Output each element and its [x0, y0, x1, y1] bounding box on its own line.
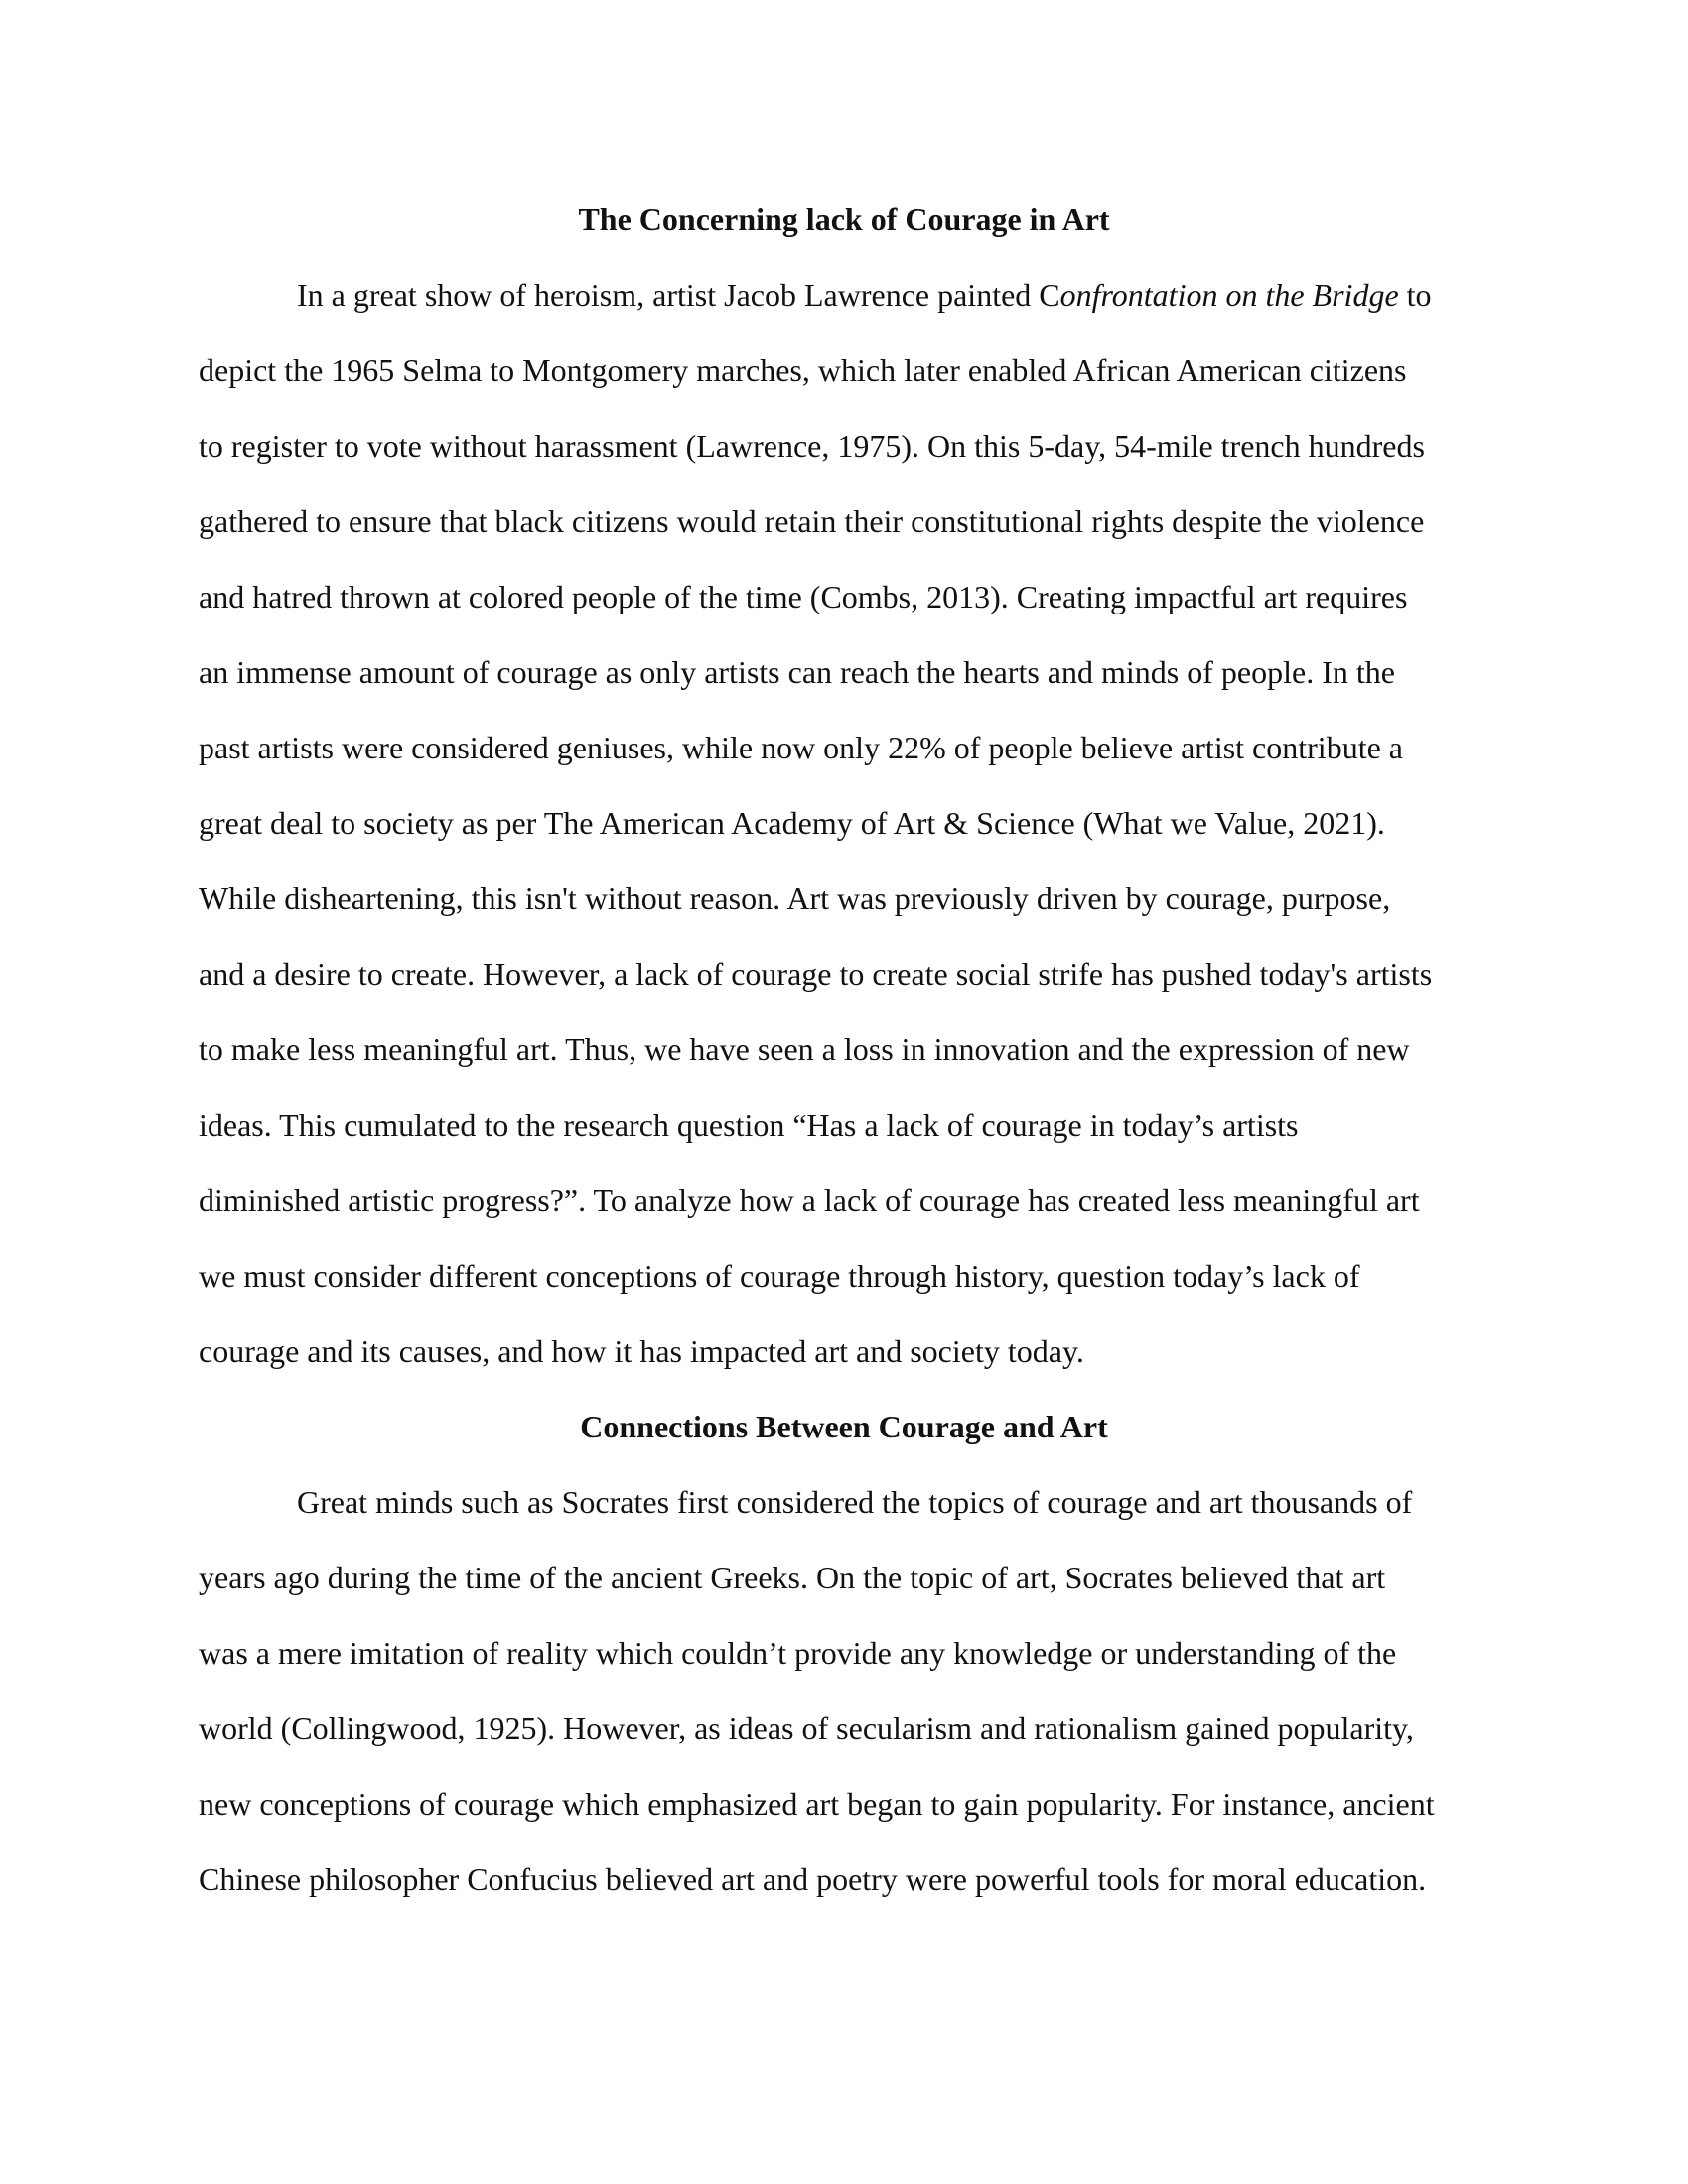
paragraph-line: diminished artistic progress?”. To analyze how a lack of courage has created less meaningful art [199, 1182, 1420, 1218]
text-run: In a great show of heroism, artist Jacob Lawrence painted C [297, 277, 1060, 313]
artwork-title: onfrontation on the Bridge [1059, 277, 1399, 313]
paragraph-line: an immense amount of courage as only artists can reach the hearts and minds of people. In the [199, 654, 1395, 690]
paragraph-line: depict the 1965 Selma to Montgomery marches, which later enabled African American citizens [199, 352, 1407, 388]
paragraph-line: and a desire to create. However, a lack of courage to create social strife has pushed today's artists [199, 956, 1433, 992]
paragraph-line: was a mere imitation of reality which couldn’t provide any knowledge or understanding of the [199, 1635, 1397, 1671]
paragraph-line: While disheartening, this isn't without reason. Art was previously driven by courage, purpose, [199, 881, 1391, 916]
paragraph-line: Chinese philosopher Confucius believed art and poetry were powerful tools for moral education. [199, 1861, 1427, 1897]
paragraph-line: to make less meaningful art. Thus, we have seen a loss in innovation and the expression of new [199, 1031, 1410, 1067]
paragraph-line: ideas. This cumulated to the research question “Has a lack of courage in today’s artists [199, 1107, 1299, 1143]
paragraph-line: gathered to ensure that black citizens would retain their constitutional rights despite the violence [199, 503, 1425, 539]
paragraph-line: we must consider different conceptions of courage through history, question today’s lack of [199, 1258, 1360, 1294]
paragraph-line: years ago during the time of the ancient Greeks. On the topic of art, Socrates believed that art [199, 1560, 1386, 1595]
paragraph-line [297, 257, 1588, 333]
paragraph-line: to register to vote without harassment (Lawrence, 1975). On this 5-day, 54-mile trench hundreds [199, 428, 1425, 464]
page-title: The Concerning lack of Courage in Art [578, 202, 1110, 237]
paragraph-line: new conceptions of courage which emphasized art began to gain popularity. For instance, ancient [199, 1786, 1435, 1822]
paragraph-line: courage and its causes, and how it has impacted art and society today. [199, 1333, 1084, 1369]
paragraph-line: and hatred thrown at colored people of the time (Combs, 2013). Creating impactful art requires [199, 579, 1408, 614]
section-heading: Connections Between Courage and Art [580, 1409, 1108, 1444]
paragraph-line: world (Collingwood, 1925). However, as ideas of secularism and rationalism gained popularity, [199, 1710, 1414, 1746]
paragraph-line: past artists were considered geniuses, while now only 22% of people believe artist contribute a [199, 730, 1403, 765]
paragraph-line: great deal to society as per The American Academy of Art & Science (What we Value, 2021). [199, 805, 1385, 841]
text-run: to [1398, 277, 1432, 313]
paragraph-line: Great minds such as Socrates first considered the topics of courage and art thousands of [297, 1484, 1413, 1520]
